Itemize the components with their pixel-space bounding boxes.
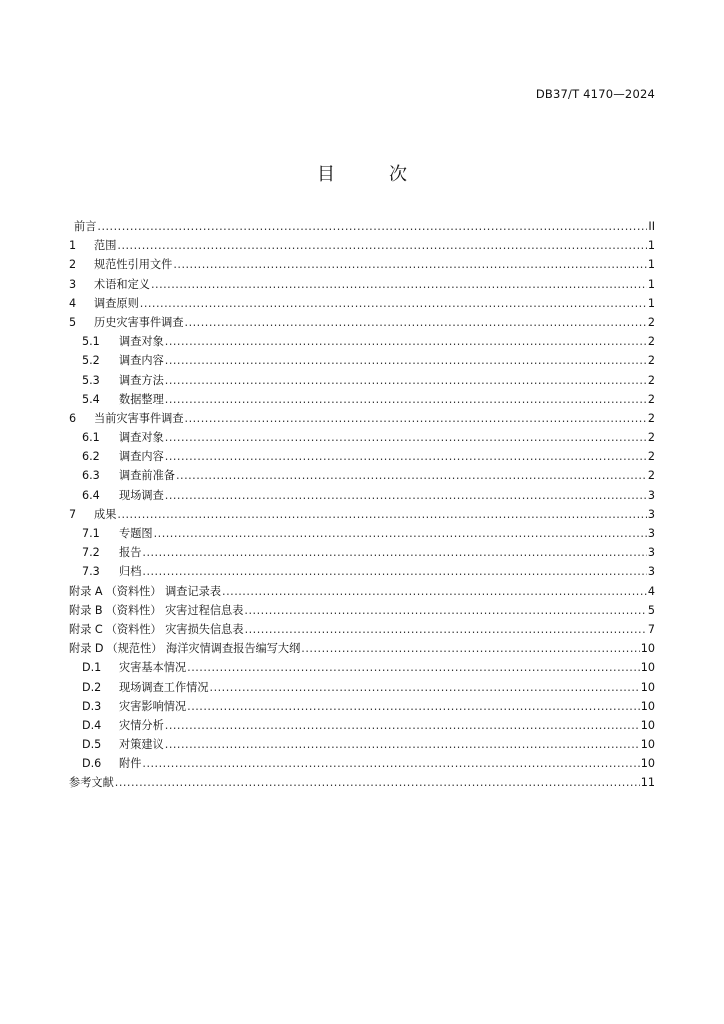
table-of-contents [69, 218, 655, 794]
toc-dot-leader [142, 757, 639, 770]
toc-entry-page: 10 [640, 699, 655, 713]
toc-entry-title: 灾害影响情况 [119, 699, 187, 713]
toc-entry-page: 1 [647, 296, 655, 310]
toc-entry[interactable] [69, 218, 655, 237]
toc-dot-leader [117, 508, 646, 521]
toc-entry-page: 1 [647, 258, 655, 272]
toc-entry-title: 数据整理 [119, 392, 164, 406]
toc-entry-page: 3 [647, 507, 655, 521]
toc-entry-number: 7.3 [82, 565, 100, 579]
toc-entry[interactable] [69, 755, 655, 774]
toc-dot-leader [140, 297, 647, 310]
toc-entry-title: 调查前准备 [119, 469, 175, 483]
toc-dot-leader [173, 258, 647, 271]
toc-entry[interactable] [69, 295, 655, 314]
toc-entry[interactable] [69, 679, 655, 698]
toc-entry-number: 7.1 [82, 527, 100, 540]
toc-entry[interactable] [69, 372, 655, 391]
toc-entry-title: 灾情分析 [119, 718, 164, 732]
toc-entry-page: 10 [640, 718, 655, 732]
toc-entry[interactable] [69, 640, 655, 659]
toc-entry-page: 10 [640, 642, 655, 656]
toc-entry-page: 2 [647, 392, 655, 406]
toc-dot-leader [142, 565, 646, 578]
toc-entry-page: 2 [647, 431, 655, 445]
toc-entry[interactable] [69, 410, 655, 429]
toc-dot-leader [165, 431, 647, 444]
toc-entry-number: 附录 D [69, 642, 104, 656]
toc-entry[interactable] [69, 774, 655, 793]
toc-entry[interactable] [69, 237, 655, 256]
toc-entry-number: 6 [69, 411, 77, 425]
toc-entry-title: 调查方法 [119, 373, 164, 387]
toc-entry-title: 灾害基本情况 [119, 661, 187, 675]
toc-entry-number: 5.4 [82, 392, 100, 406]
toc-entry[interactable] [69, 506, 655, 525]
toc-dot-leader [210, 681, 640, 694]
toc-entry-page: 3 [647, 527, 655, 540]
toc-entry-title: （资料性） 灾害过程信息表 [105, 603, 244, 617]
toc-entry-title: 附件 [119, 757, 142, 771]
toc-entry-page: 3 [647, 546, 655, 560]
toc-entry-number: D.5 [82, 738, 102, 752]
toc-dot-leader [165, 489, 647, 502]
toc-entry[interactable] [69, 736, 655, 755]
toc-dot-leader [185, 412, 647, 425]
toc-entry-page: 10 [640, 738, 655, 752]
toc-entry-title: 调查原则 [94, 296, 139, 310]
toc-dot-leader [154, 527, 647, 540]
toc-entry-number: 4 [69, 296, 77, 310]
toc-entry-title: 调查内容 [119, 450, 164, 464]
toc-entry-title: 规范性引用文件 [94, 258, 173, 272]
toc-entry-page: 1 [647, 277, 655, 291]
toc-entry-title: 历史灾害事件调查 [94, 315, 184, 329]
toc-dot-leader [165, 335, 647, 348]
toc-entry-number: 7.2 [82, 546, 100, 560]
toc-dot-leader [151, 278, 647, 291]
toc-entry[interactable] [69, 698, 655, 717]
toc-dot-leader [176, 469, 647, 482]
toc-entry[interactable] [69, 563, 655, 582]
toc-entry[interactable] [69, 256, 655, 275]
toc-dot-leader [165, 738, 640, 751]
toc-entry[interactable] [69, 314, 655, 333]
toc-entry-page: 2 [647, 354, 655, 368]
toc-entry-page: II [648, 220, 655, 233]
toc-entry-page: 10 [640, 757, 655, 771]
toc-entry-number: D.1 [82, 661, 102, 675]
toc-dot-leader [187, 661, 640, 674]
toc-entry-page: 2 [647, 373, 655, 387]
toc-entry-number: 3 [69, 277, 77, 291]
toc-entry[interactable] [69, 391, 655, 410]
toc-entry-page: 5 [647, 603, 655, 617]
toc-entry-number: 附录 B [69, 603, 103, 617]
toc-dot-leader [97, 220, 647, 233]
toc-entry-number: 6.2 [82, 450, 100, 464]
toc-dot-leader [165, 354, 647, 367]
toc-entry-number: 5 [69, 315, 77, 329]
toc-dot-leader [244, 604, 646, 617]
toc-dot-leader [142, 546, 646, 559]
toc-entry[interactable] [69, 659, 655, 678]
toc-entry[interactable] [69, 352, 655, 371]
toc-entry[interactable] [69, 621, 655, 640]
toc-entry-number: D.2 [82, 680, 102, 694]
toc-entry-page: 10 [640, 680, 655, 694]
toc-entry-title: 当前灾害事件调查 [94, 411, 184, 425]
toc-entry-number: 2 [69, 258, 77, 272]
toc-dot-leader [301, 642, 639, 655]
toc-entry-title: 参考文献 [69, 776, 114, 790]
toc-entry-title: 范围 [94, 239, 117, 253]
toc-entry-page: 10 [640, 661, 655, 675]
toc-entry-page: 2 [647, 411, 655, 425]
toc-dot-leader [245, 623, 647, 636]
toc-entry-title: （资料性） 调查记录表 [105, 584, 222, 598]
toc-entry-number: 附录 C [69, 622, 103, 636]
toc-entry-title: 报告 [119, 546, 142, 560]
toc-entry-number: D.4 [82, 718, 102, 732]
toc-dot-leader [187, 700, 640, 713]
toc-entry-number: 6.1 [82, 431, 100, 445]
toc-entry[interactable] [69, 276, 655, 295]
toc-entry-page: 3 [647, 565, 655, 579]
toc-entry-page: 11 [640, 776, 655, 790]
toc-dot-leader [165, 374, 647, 387]
toc-entry-number: D.3 [82, 699, 102, 713]
toc-title: 目 次 [317, 164, 425, 185]
toc-entry[interactable] [69, 448, 655, 467]
toc-entry-number: 7 [69, 507, 77, 521]
toc-entry[interactable] [69, 544, 655, 563]
toc-entry[interactable] [69, 487, 655, 506]
toc-dot-leader [222, 585, 647, 598]
toc-entry-number: 5.1 [82, 335, 100, 349]
toc-entry[interactable] [69, 333, 655, 352]
toc-entry[interactable] [69, 525, 655, 544]
toc-entry-title: 术语和定义 [94, 277, 150, 291]
toc-entry-number: 1 [69, 239, 77, 253]
toc-entry-title: （规范性） 海洋灾情调查报告编写大纲 [106, 642, 301, 656]
toc-entry[interactable] [69, 429, 655, 448]
toc-entry-title: 调查对象 [119, 431, 164, 445]
toc-dot-leader [185, 316, 647, 329]
toc-entry-page: 1 [647, 239, 655, 253]
toc-entry[interactable] [69, 717, 655, 736]
toc-entry-number: 5.2 [82, 354, 100, 368]
toc-entry-title: 现场调查工作情况 [119, 680, 209, 694]
toc-entry[interactable] [69, 602, 655, 621]
toc-entry-title: 成果 [94, 507, 117, 521]
toc-entry-title: 归档 [119, 565, 142, 579]
toc-entry-title: 调查内容 [119, 354, 164, 368]
toc-entry[interactable] [69, 467, 655, 486]
toc-entry-number: 6.3 [82, 469, 100, 483]
toc-dot-leader [115, 776, 640, 789]
toc-dot-leader [117, 239, 646, 252]
toc-entry-title: 对策建议 [119, 738, 164, 752]
toc-entry-page: 2 [647, 450, 655, 464]
toc-entry-number: 附录 A [69, 584, 103, 598]
toc-entry-page: 4 [647, 584, 655, 598]
toc-dot-leader [165, 450, 647, 463]
toc-entry-page: 2 [647, 469, 655, 483]
toc-entry-page: 7 [647, 622, 655, 636]
toc-entry-title: 专题图 [119, 527, 153, 540]
toc-entry-page: 2 [647, 315, 655, 329]
document-code: DB37/T 4170—2024 [535, 87, 655, 101]
toc-entry-title: 调查对象 [119, 335, 164, 349]
toc-entry-title: 现场调查 [119, 488, 164, 502]
toc-entry-title: 前言 [74, 220, 97, 233]
toc-entry[interactable] [69, 583, 655, 602]
toc-entry-number: 5.3 [82, 373, 100, 387]
toc-entry-page: 2 [647, 335, 655, 349]
toc-entry-page: 3 [647, 488, 655, 502]
toc-dot-leader [165, 393, 647, 406]
toc-entry-number: D.6 [82, 757, 102, 771]
toc-dot-leader [165, 719, 640, 732]
toc-entry-number: 6.4 [82, 488, 100, 502]
toc-entry-title: （资料性） 灾害损失信息表 [105, 622, 244, 636]
